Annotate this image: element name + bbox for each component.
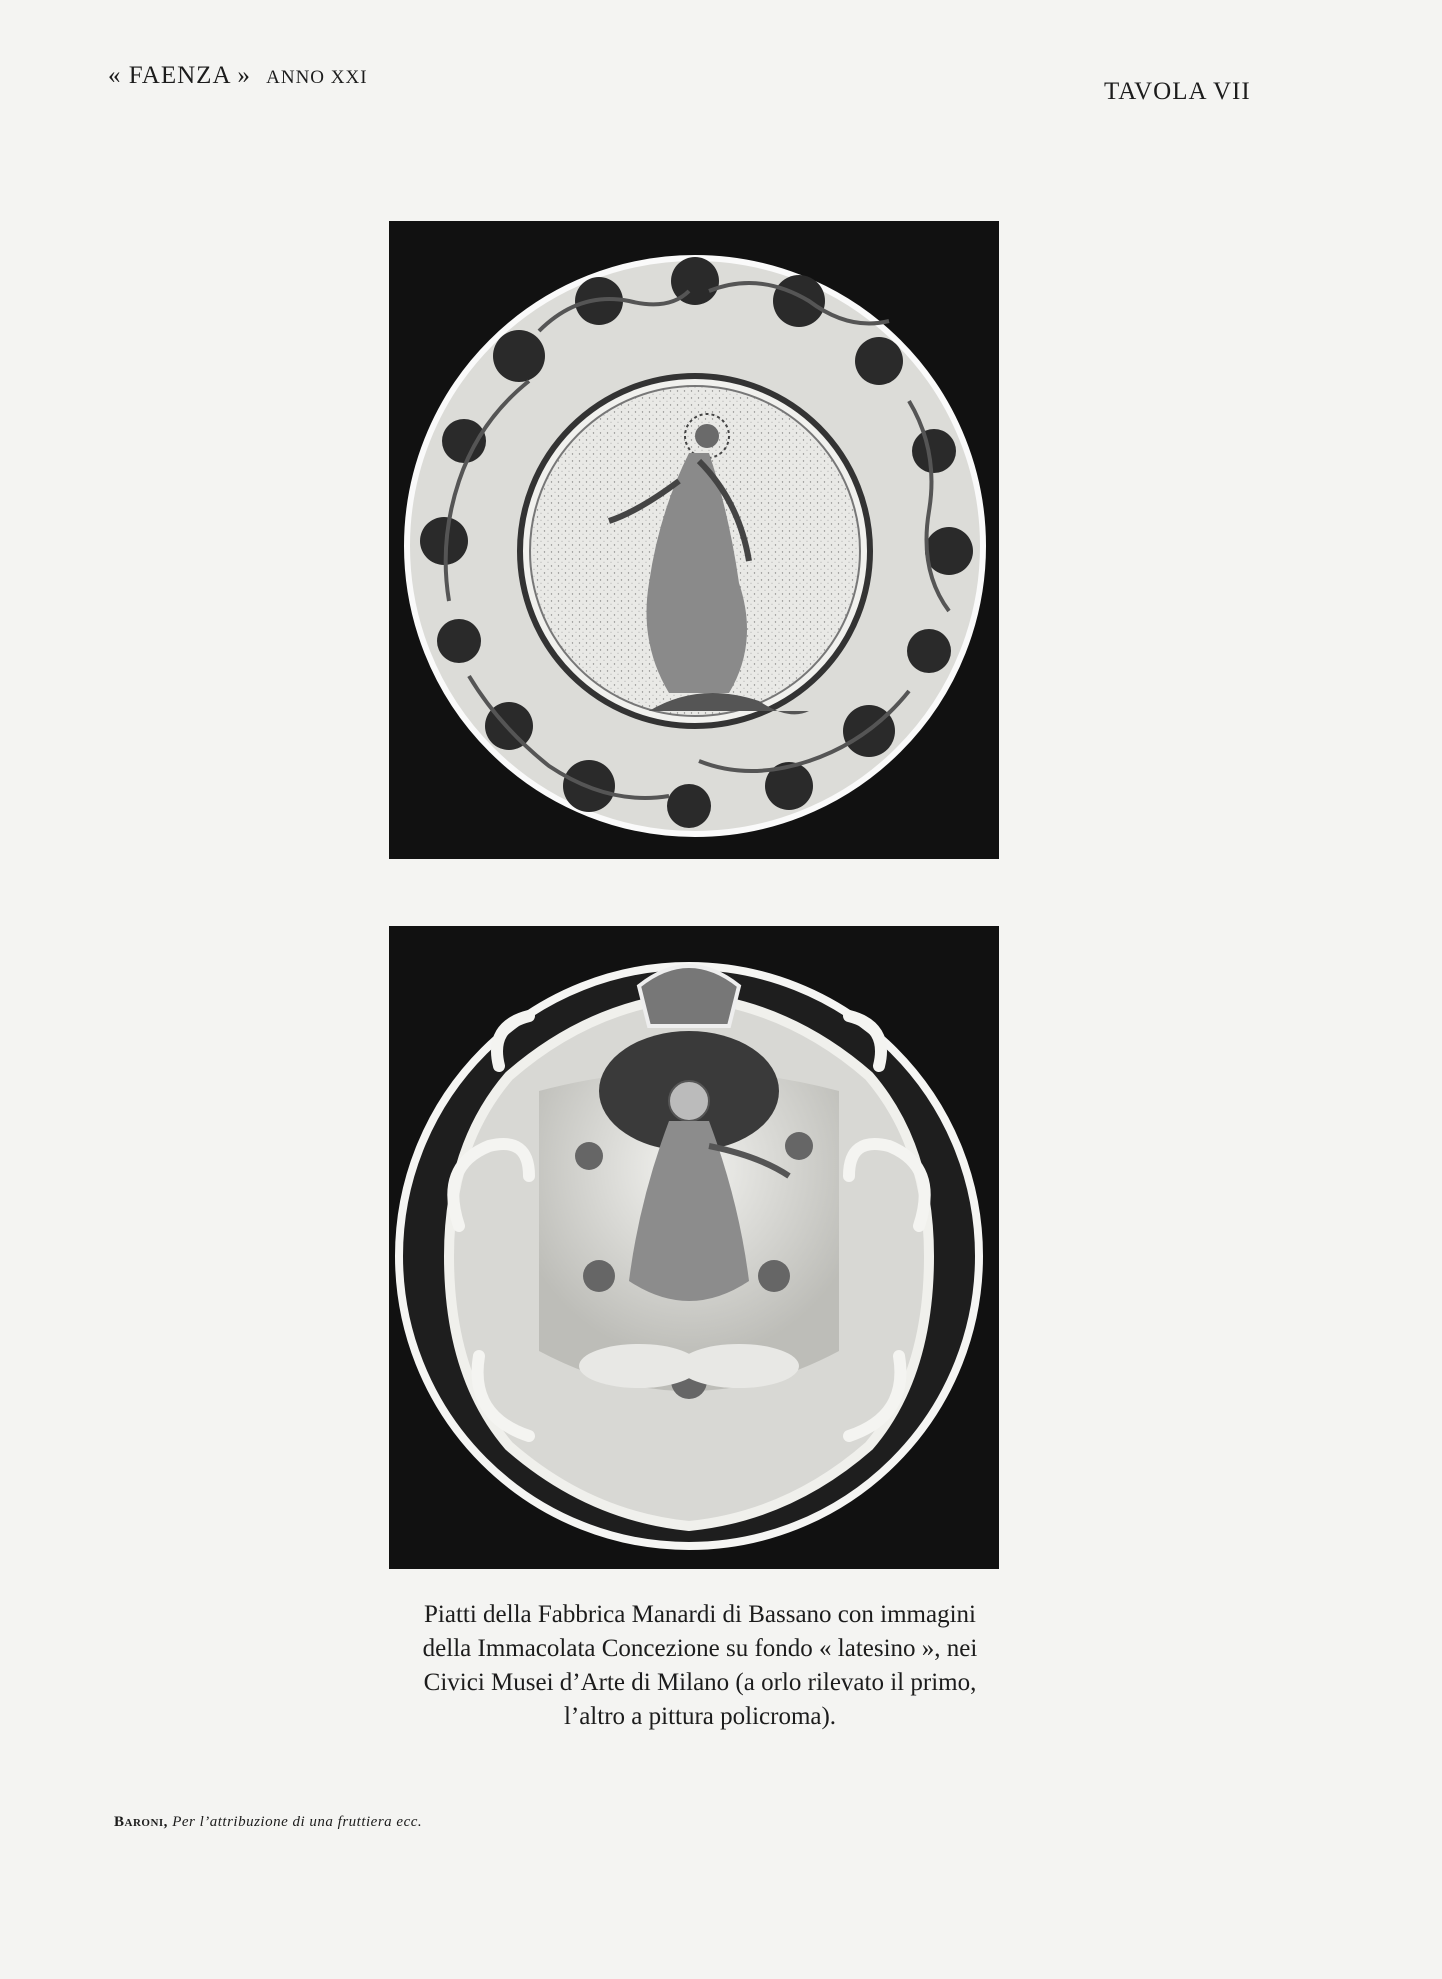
running-header-journal <box>108 62 368 90</box>
article-author: Baroni, <box>114 1814 168 1830</box>
journal-year: ANNO XXI <box>266 67 368 88</box>
caption-line: l’altro a pittura policroma). <box>563 1703 837 1730</box>
figure-caption <box>360 1598 1040 1734</box>
caption-line: Civici Musei d’Arte di Milano (a orlo rilevato il primo, <box>423 1669 977 1696</box>
plate-2-image <box>389 926 999 1569</box>
caption-line: della Immacolata Concezione su fondo « latesino », nei <box>422 1635 978 1662</box>
figure-plate-1 <box>389 221 999 859</box>
caption-line: Piatti della Fabbrica Manardi di Bassano con immagini <box>424 1601 976 1628</box>
plate-number: TAVOLA VII <box>1104 78 1251 105</box>
plate-1-image <box>389 221 999 859</box>
journal-title: « FAENZA » <box>108 62 251 89</box>
article-title: Per l’attribuzione di una fruttiera ecc. <box>172 1814 423 1830</box>
article-reference <box>114 1814 422 1831</box>
figure-plate-2 <box>389 926 999 1569</box>
plate-2-shell-ornament <box>639 966 739 1026</box>
